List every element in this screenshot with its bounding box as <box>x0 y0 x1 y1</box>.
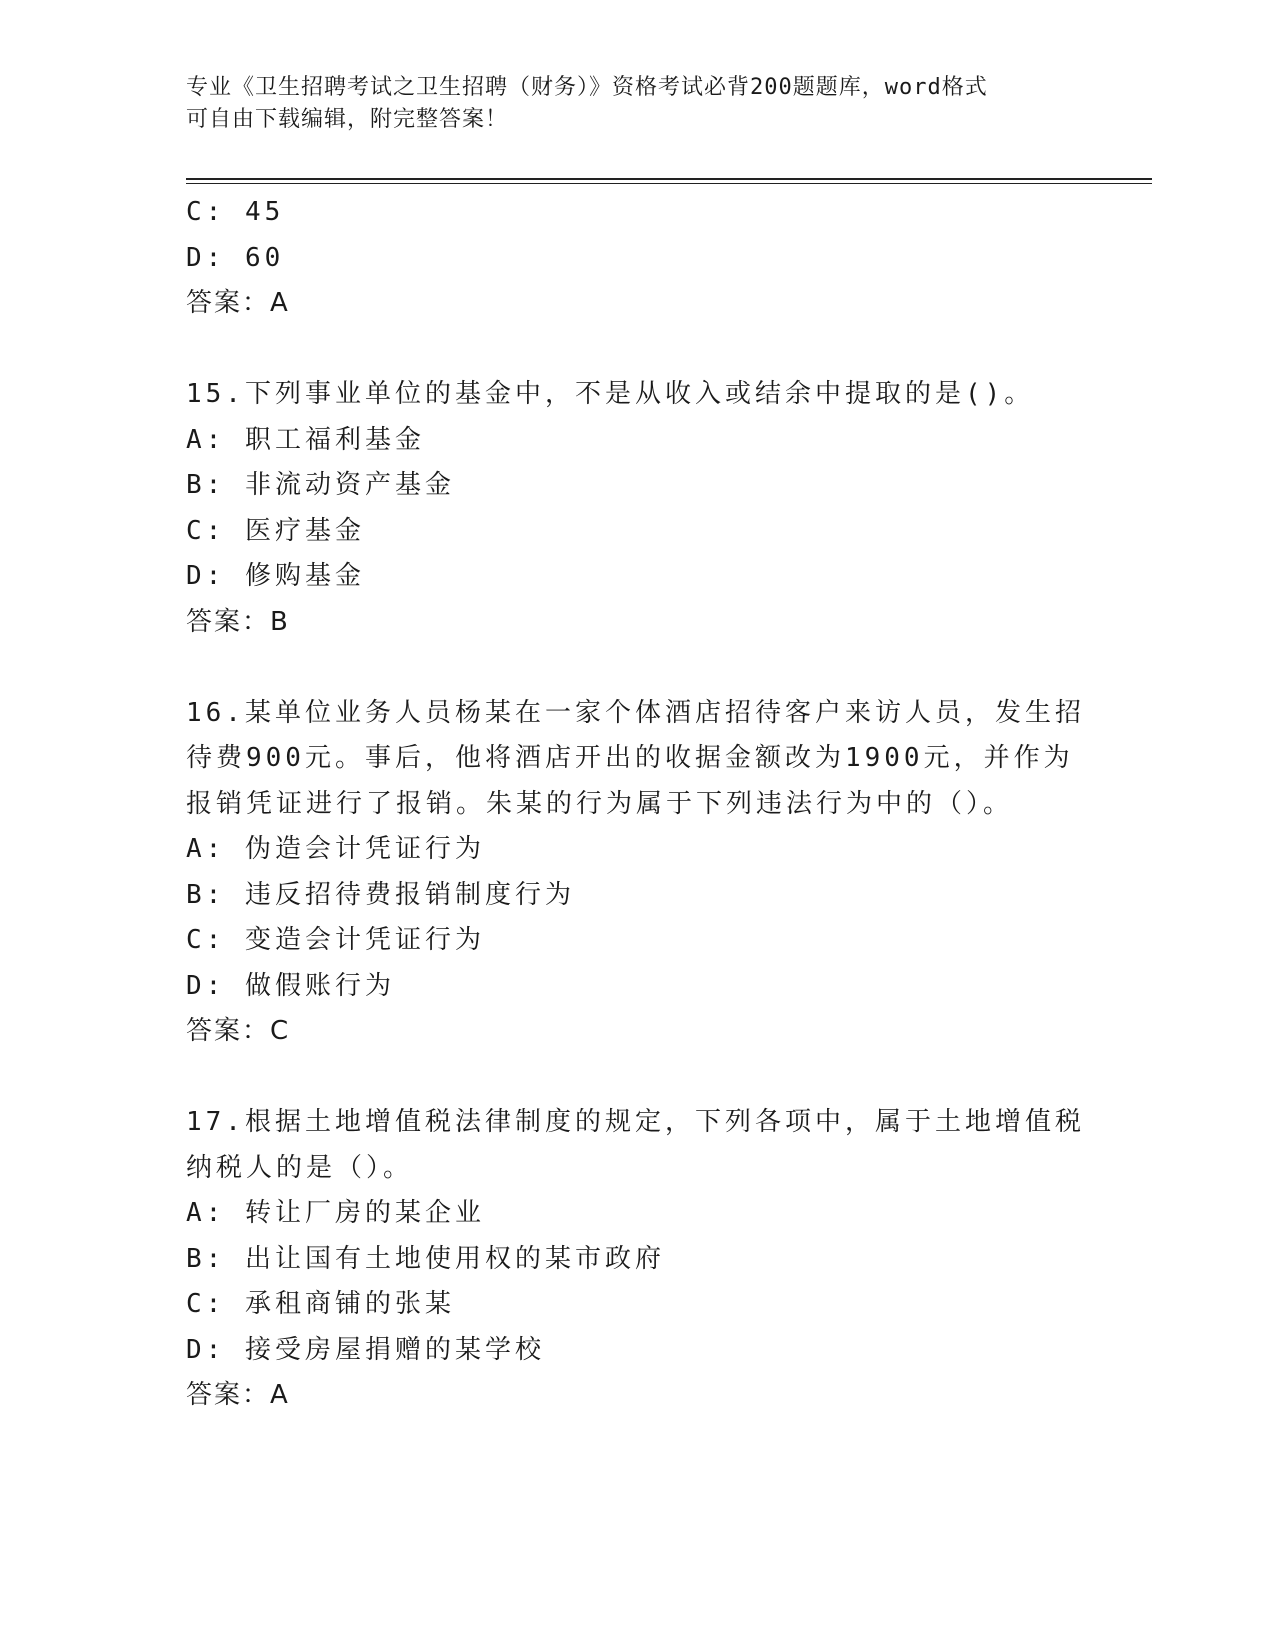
option-b: B: 违反招待费报销制度行为 <box>186 879 575 910</box>
answer-line: 答案：B <box>186 606 290 637</box>
option-b: B: 出让国有土地使用权的某市政府 <box>186 1243 665 1274</box>
question-list <box>186 190 1086 1419</box>
question-17 <box>186 1100 1086 1419</box>
spacer <box>186 1055 1086 1101</box>
question-stem: 17.根据土地增值税法律制度的规定，下列各项中，属于土地增值税纳税人的是（）。 <box>186 1107 1085 1183</box>
spacer <box>186 645 1086 691</box>
option-d: D: 接受房屋捐赠的某学校 <box>186 1334 545 1365</box>
answer-line: 答案：C <box>186 1016 291 1046</box>
option-a: A: 转让厂房的某企业 <box>186 1198 485 1228</box>
option-a: A: 伪造会计凭证行为 <box>186 834 485 864</box>
question-stem: 16.某单位业务人员杨某在一家个体酒店招待客户来访人员，发生招待费900元。事后，他将酒店开出的收据金额改为1900元，并作为报销凭证进行了报销。朱某的行为属于下列违法行为中的（）。 <box>186 697 1085 819</box>
header-divider-thick <box>186 178 1152 180</box>
option-d: D: 60 <box>186 242 285 273</box>
option-d: D: 修购基金 <box>186 561 365 591</box>
question-stem: 15.下列事业单位的基金中，不是从收入或结余中提取的是()。 <box>186 379 1035 409</box>
previous-question-tail <box>186 190 1086 327</box>
option-c: C: 变造会计凭证行为 <box>186 925 485 955</box>
option-b: B: 非流动资产基金 <box>186 470 455 500</box>
document-header <box>186 72 1066 136</box>
option-c: C: 承租商铺的张某 <box>186 1289 455 1319</box>
option-c: C: 45 <box>186 197 285 227</box>
header-title-line-1: 专业《卫生招聘考试之卫生招聘（财务）》资格考试必背200题题库，word格式 <box>186 75 988 100</box>
option-c: C: 医疗基金 <box>186 515 365 546</box>
header-divider-thin <box>186 183 1152 184</box>
question-15 <box>186 372 1086 645</box>
spacer <box>186 327 1086 373</box>
answer-line: 答案：A <box>186 1380 290 1410</box>
answer-line: 答案：A <box>186 288 290 318</box>
question-16 <box>186 691 1086 1055</box>
option-d: D: 做假账行为 <box>186 970 395 1001</box>
option-a: A: 职工福利基金 <box>186 424 425 455</box>
header-title-line-2: 可自由下载编辑，附完整答案！ <box>186 107 509 132</box>
